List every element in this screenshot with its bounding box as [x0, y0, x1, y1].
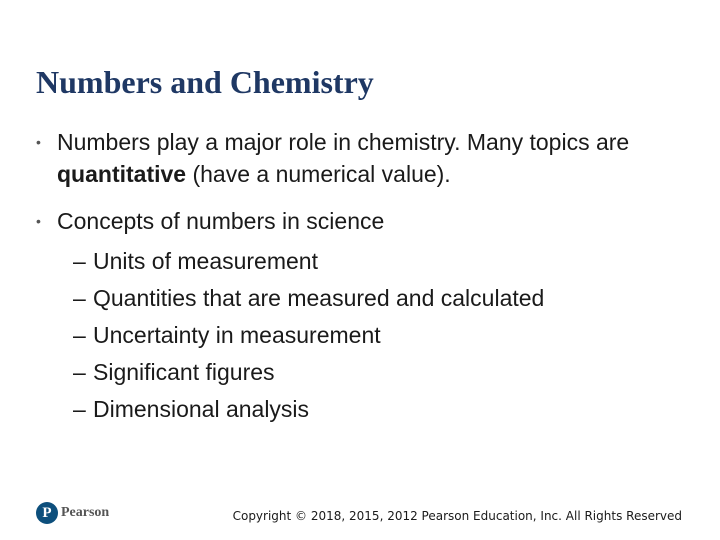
- bullet-text-end: (have a numerical value).: [186, 161, 451, 187]
- bullet-item-concepts: [36, 205, 696, 428]
- sub-item-quantities: [57, 280, 696, 317]
- sub-bullet-list: [57, 243, 696, 428]
- sub-item-uncertainty: [57, 317, 696, 354]
- copyright-notice: Copyright © 2018, 2015, 2012 Pearson Education, Inc. All Rights Reserved: [232, 509, 682, 523]
- sub-item-text: Significant figures: [93, 359, 275, 385]
- pearson-logo: [36, 500, 109, 526]
- sub-bullet-marker: –: [73, 322, 86, 348]
- sub-bullet-marker: –: [73, 359, 86, 385]
- bullet-marker: •: [36, 134, 41, 150]
- sub-bullet-marker: –: [73, 248, 86, 274]
- sub-item-text: Units of measurement: [93, 248, 318, 274]
- bullet-text: Concepts of numbers in science: [57, 208, 385, 234]
- bullet-marker: •: [36, 213, 41, 229]
- sub-item-dimensional-analysis: [57, 391, 696, 428]
- sub-item-text: Quantities that are measured and calculated: [93, 285, 545, 311]
- bullet-bold-term: quantitative: [57, 161, 187, 187]
- sub-item-text: Dimensional analysis: [93, 396, 310, 422]
- pearson-logo-icon: P: [36, 502, 58, 524]
- sub-bullet-marker: –: [73, 285, 86, 311]
- sub-item-text: Uncertainty in measurement: [93, 322, 381, 348]
- slide-title: Numbers and Chemistry: [36, 64, 374, 100]
- sub-item-significant-figures: [57, 354, 696, 391]
- bullet-list: [36, 126, 696, 428]
- bullet-text: Numbers play a major role in chemistry. Many topics are: [57, 129, 630, 155]
- bullet-item-numbers-role: [36, 126, 696, 190]
- pearson-logo-text: Pearson: [61, 505, 110, 520]
- sub-bullet-marker: –: [73, 396, 86, 422]
- sub-item-units: [57, 243, 696, 280]
